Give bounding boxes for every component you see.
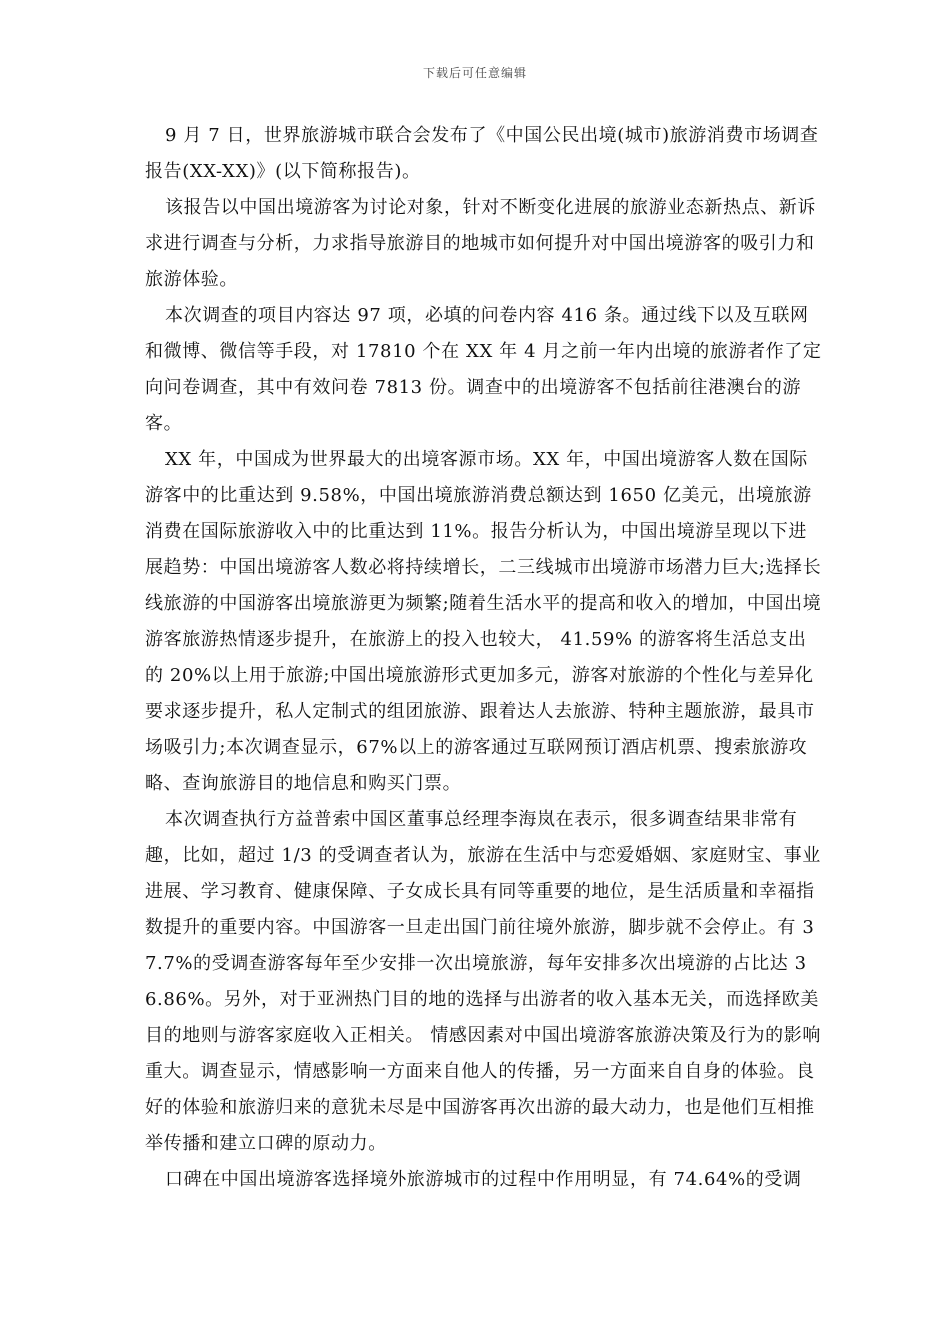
document-body <box>145 118 825 1198</box>
paragraph-4: XX 年，中国成为世界最大的出境客源市场。XX 年，中国出境游客人数在国际游客中的比重达到 9.58%，中国出境旅游消费总额达到 1650 亿美元，出境旅游消费在国际旅游收入中的比重达到 11%。报告分析认为，中国出境游呈现以下进展趋势：中国出境游客人数必将持续增长，二三线城市出境游市场潜力巨大;选择长线旅游的中国游客出境旅游更为频繁;随着生活水平的提高和收入的增加，中国出境游客旅游热情逐步提升，在旅游上的投入也较大， 41.59% 的游客将生活总支出的 20%以上用于旅游;中国出境旅游形式更加多元，游客对旅游的个性化与差异化要求逐步提升，私人定制式的组团旅游、跟着达人去旅游、特种主题旅游，最具市场吸引力;本次调查显示，67%以上的游客通过互联网预订酒店机票、搜索旅游攻略、查询旅游目的地信息和购买门票。 <box>145 449 822 794</box>
paragraph-6: 口碑在中国出境游客选择境外旅游城市的过程中作用明显，有 74.64%的受调 <box>165 1169 802 1190</box>
paragraph-1: 9 月 7 日，世界旅游城市联合会发布了《中国公民出境(城市)旅游消费市场调查报告(XX-XX)》(以下简称报告)。 <box>145 125 819 182</box>
header-note: 下载后可任意编辑 <box>422 66 527 80</box>
paragraph-2: 该报告以中国出境游客为讨论对象，针对不断变化进展的旅游业态新热点、新诉求进行调查与分析，力求指导旅游目的地城市如何提升对中国出境游客的吸引力和旅游体验。 <box>145 197 816 290</box>
paragraph-3: 本次调查的项目内容达 97 项，必填的问卷内容 416 条。通过线下以及互联网和微博、微信等手段，对 17810 个在 XX 年 4 月之前一年内出境的旅游者作了定向问卷调查，其中有效问卷 7813 份。调查中的出境游客不包括前往港澳台的游客。 <box>145 305 822 434</box>
paragraph-5: 本次调查执行方益普索中国区董事总经理李海岚在表示，很多调查结果非常有趣，比如，超过 1/3 的受调查者认为，旅游在生活中与恋爱婚姻、家庭财宝、事业进展、学习教育、健康保障、子女成长具有同等重要的地位，是生活质量和幸福指数提升的重要内容。中国游客一旦走出国门前往境外旅游，脚步就不会停止。有 37.7%的受调查游客每年至少安排一次出境旅游，每年安排多次出境游的占比达 36.86%。另外，对于亚洲热门目的地的选择与出游者的收入基本无关，而选择欧美目的地则与游客家庭收入正相关。 情感因素对中国出境游客旅游决策及行为的影响重大。调查显示，情感影响一方面来自他人的传播，另一方面来自自身的体验。良好的体验和旅游归来的意犹未尽是中国游客再次出游的最大动力，也是他们互相推举传播和建立口碑的原动力。 <box>145 809 821 1154</box>
